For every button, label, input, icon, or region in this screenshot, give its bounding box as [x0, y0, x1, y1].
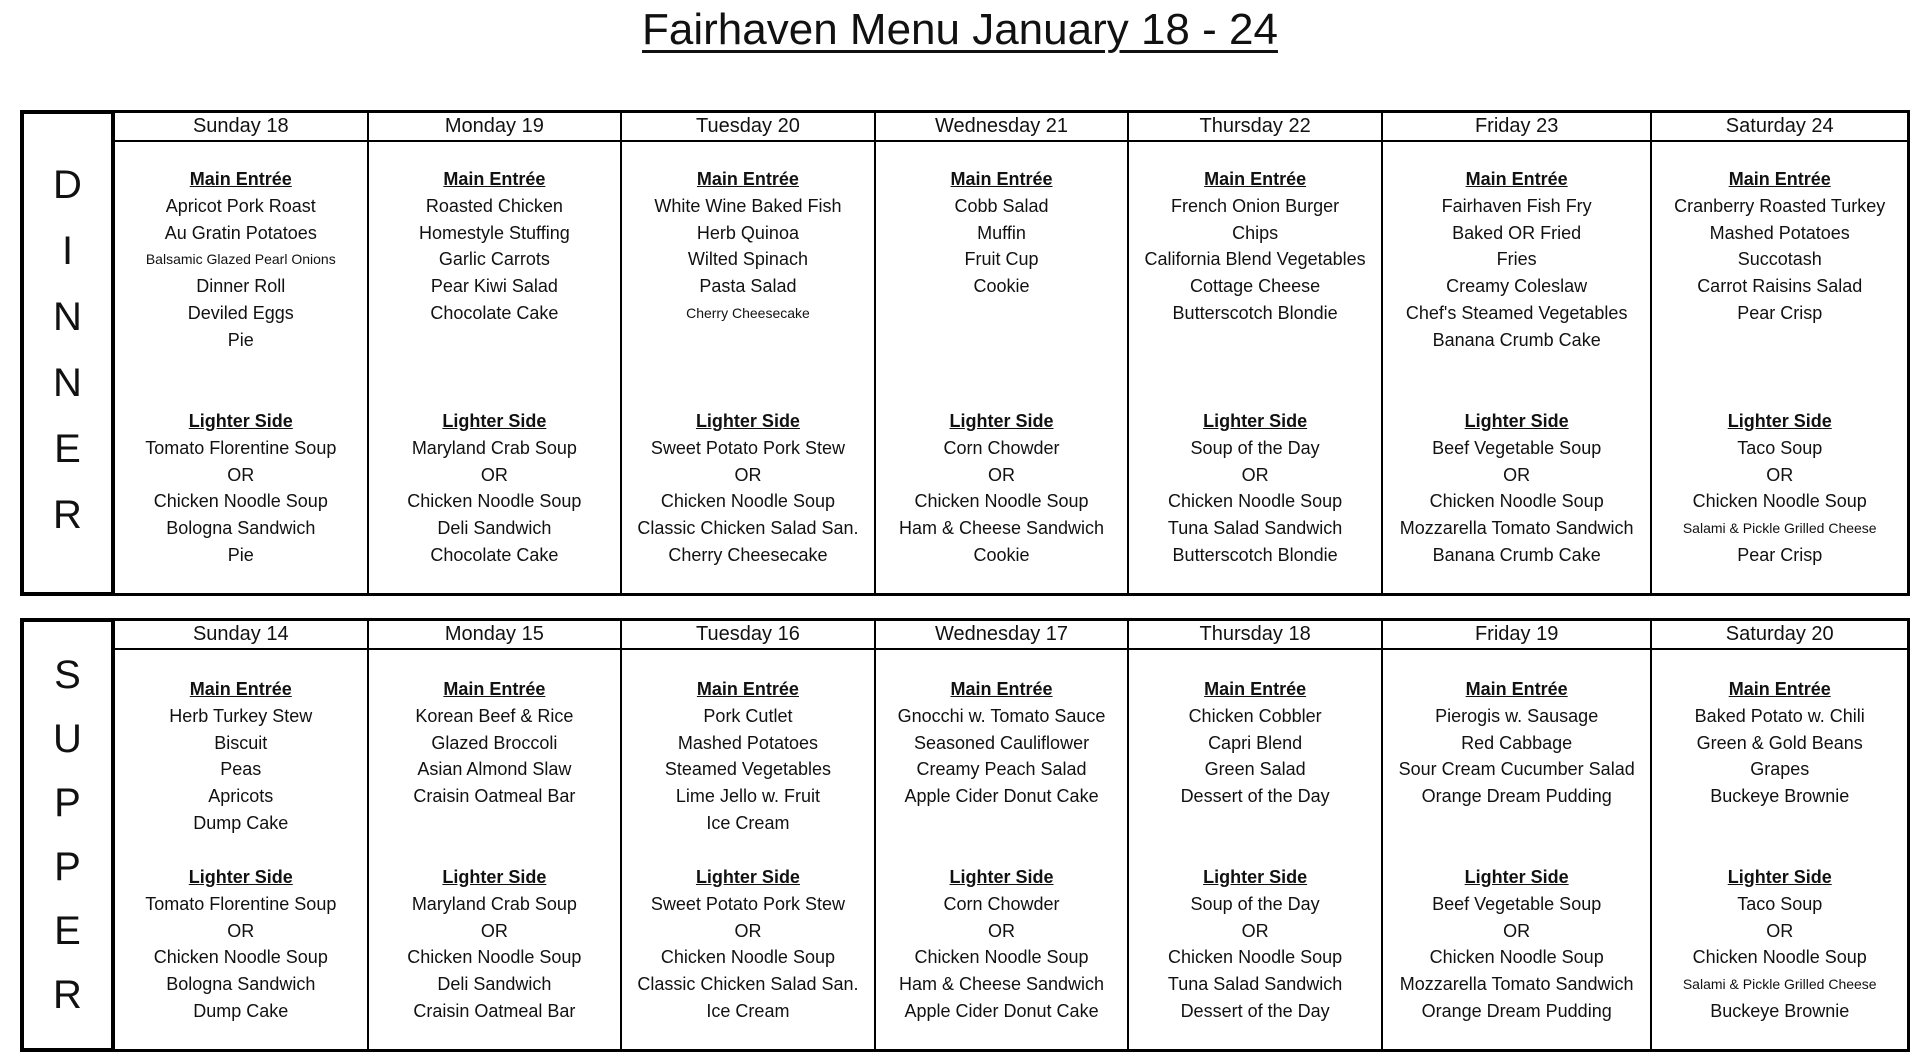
main-entree	[1652, 676, 1907, 810]
dinner-section	[20, 110, 1910, 596]
menu-item: Mashed Potatoes	[1709, 222, 1850, 243]
label-letter: P	[54, 845, 81, 889]
menu-item: OR	[734, 920, 762, 941]
day-header: Wednesday 21	[876, 113, 1130, 140]
menu-item: Ham & Cheese Sandwich	[898, 518, 1105, 539]
menu-item: Balsamic Glazed Pearl Onions	[145, 251, 336, 268]
lighter-side-heading: Lighter Side	[695, 867, 800, 887]
menu-item: Deli Sandwich	[437, 518, 552, 539]
menu-item: Chicken Noodle Soup	[153, 491, 328, 512]
day-column	[1383, 650, 1653, 1049]
main-entree-heading: Main Entrée	[696, 679, 799, 699]
main-entree-heading: Main Entrée	[696, 169, 799, 189]
menu-item: Gnocchi w. Tomato Sauce	[897, 705, 1106, 726]
label-letter: R	[53, 973, 82, 1017]
menu-item: Chef's Steamed Vegetables	[1405, 302, 1628, 323]
menu-item: Pear Crisp	[1737, 544, 1823, 565]
day-column	[369, 142, 623, 593]
day-header-row	[115, 621, 1907, 650]
day-header: Tuesday 16	[622, 621, 876, 648]
menu-item: Buckeye Brownie	[1710, 786, 1850, 807]
day-header: Tuesday 20	[622, 113, 876, 140]
menu-item: Classic Chicken Salad San.	[637, 518, 859, 539]
menu-item: Butterscotch Blondie	[1172, 302, 1338, 323]
day-header: Saturday 20	[1725, 623, 1834, 645]
menu-item: Glazed Broccoli	[431, 732, 558, 753]
day-column	[622, 650, 876, 1049]
main-entree	[1383, 676, 1651, 810]
menu-item: Grapes	[1750, 759, 1810, 780]
menu-item: Craisin Oatmeal Bar	[413, 786, 576, 807]
day-header: Saturday 24	[1725, 115, 1834, 137]
lighter-side	[622, 408, 874, 569]
menu-item: Tomato Florentine Soup	[145, 893, 337, 914]
menu-item: Cottage Cheese	[1190, 276, 1321, 297]
menu-item: Banana Crumb Cake	[1432, 544, 1601, 565]
lighter-side-heading: Lighter Side	[188, 411, 293, 431]
menu-item: Sweet Potato Pork Stew	[650, 893, 845, 914]
lighter-side-heading: Lighter Side	[442, 867, 547, 887]
menu-item: Soup of the Day	[1190, 893, 1320, 914]
supper-grid	[115, 618, 1910, 1052]
menu-item: Banana Crumb Cake	[1432, 329, 1601, 350]
label-letter: N	[53, 361, 82, 405]
menu-item: OR	[734, 464, 762, 485]
label-letter: R	[53, 493, 82, 537]
lighter-side-heading: Lighter Side	[1727, 867, 1832, 887]
day-column	[876, 650, 1130, 1049]
main-entree	[622, 676, 874, 837]
label-letter: I	[61, 229, 74, 273]
day-columns	[115, 142, 1907, 593]
menu-item: Ice Cream	[706, 812, 790, 833]
main-entree-heading: Main Entrée	[189, 679, 292, 699]
menu-item: Chicken Noodle Soup	[407, 491, 582, 512]
menu-item: Red Cabbage	[1461, 732, 1573, 753]
menu-item: Chicken Noodle Soup	[1429, 491, 1604, 512]
menu-item: Chicken Noodle Soup	[914, 491, 1089, 512]
lighter-side-heading: Lighter Side	[949, 411, 1054, 431]
menu-item: Apricots	[208, 786, 274, 807]
label-letter: D	[53, 163, 82, 207]
menu-item: Garlic Carrots	[438, 249, 550, 270]
menu-item: Buckeye Brownie	[1710, 1000, 1850, 1021]
main-entree	[876, 676, 1128, 810]
dinner-grid	[115, 110, 1910, 596]
menu-item: Ham & Cheese Sandwich	[898, 974, 1105, 995]
main-entree-heading: Main Entrée	[1465, 679, 1568, 699]
menu-item: Cobb Salad	[954, 195, 1049, 216]
lighter-side	[876, 408, 1128, 569]
menu-item: Ice Cream	[706, 1000, 790, 1021]
menu-item: Apple Cider Donut Cake	[904, 1000, 1099, 1021]
menu-item: Chocolate Cake	[430, 544, 559, 565]
menu-item: Baked Potato w. Chili	[1694, 705, 1865, 726]
menu-item: Green Salad	[1204, 759, 1306, 780]
menu-item: Chicken Noodle Soup	[1692, 491, 1867, 512]
menu-item: Beef Vegetable Soup	[1432, 437, 1602, 458]
menu-item: Tomato Florentine Soup	[145, 437, 337, 458]
day-header: Thursday 18	[1129, 621, 1383, 648]
menu-item: Soup of the Day	[1190, 437, 1320, 458]
menu-item: Roasted Chicken	[425, 195, 563, 216]
menu-item: Herb Turkey Stew	[169, 705, 313, 726]
lighter-side-heading: Lighter Side	[188, 867, 293, 887]
menu-item: Pierogis w. Sausage	[1435, 705, 1599, 726]
menu-item: Corn Chowder	[943, 893, 1060, 914]
menu-item: OR	[1766, 920, 1794, 941]
menu-item: Cookie	[973, 276, 1030, 297]
label-letter: E	[54, 909, 81, 953]
menu-item: Apricot Pork Roast	[165, 195, 316, 216]
main-entree-heading: Main Entrée	[443, 679, 546, 699]
menu-item: Salami & Pickle Grilled Cheese	[1682, 976, 1877, 993]
menu-item: Cherry Cheesecake	[668, 544, 828, 565]
lighter-side	[115, 864, 367, 1025]
main-entree	[876, 166, 1128, 300]
dinner-label	[20, 110, 115, 596]
menu-item: Asian Almond Slaw	[417, 759, 572, 780]
day-header: Monday 15	[369, 621, 623, 648]
menu-item: Cranberry Roasted Turkey	[1674, 195, 1886, 216]
menu-item: Pear Kiwi Salad	[430, 276, 558, 297]
main-entree-heading: Main Entrée	[1728, 169, 1831, 189]
day-header: Sunday 18	[115, 113, 369, 140]
menu-item: Chicken Noodle Soup	[660, 947, 835, 968]
day-header: Friday 19	[1383, 621, 1653, 648]
day-column	[1129, 650, 1383, 1049]
day-header-row	[115, 113, 1907, 142]
main-entree	[115, 676, 367, 837]
lighter-side	[1129, 864, 1381, 1025]
menu-item: OR	[480, 920, 508, 941]
menu-item: Muffin	[977, 222, 1026, 243]
menu-item: Bologna Sandwich	[166, 974, 316, 995]
main-entree	[369, 166, 621, 327]
menu-item: Wilted Spinach	[687, 249, 808, 270]
menu-item: Maryland Crab Soup	[411, 437, 577, 458]
menu-item: Pasta Salad	[699, 276, 797, 297]
lighter-side-heading: Lighter Side	[1203, 411, 1308, 431]
main-entree	[369, 676, 621, 810]
day-column	[622, 142, 876, 593]
menu-item: Dump Cake	[193, 1000, 289, 1021]
lighter-side-heading: Lighter Side	[1203, 867, 1308, 887]
day-column	[115, 650, 369, 1049]
lighter-side	[115, 408, 367, 569]
menu-item: Pork Cutlet	[703, 705, 793, 726]
day-column	[1652, 142, 1907, 593]
menu-item: Apple Cider Donut Cake	[904, 786, 1099, 807]
menu-item: Au Gratin Potatoes	[164, 222, 317, 243]
menu-item: Cookie	[973, 544, 1030, 565]
menu-item: Orange Dream Pudding	[1421, 786, 1612, 807]
label-letter: P	[54, 781, 81, 825]
menu-item: Pear Crisp	[1737, 302, 1823, 323]
main-entree	[115, 166, 367, 354]
lighter-side	[876, 864, 1128, 1025]
lighter-side	[1383, 864, 1651, 1025]
menu-item: Lime Jello w. Fruit	[675, 786, 820, 807]
menu-item: Pie	[227, 544, 254, 565]
menu-item: Carrot Raisins Salad	[1697, 276, 1863, 297]
day-columns	[115, 650, 1907, 1049]
lighter-side	[1383, 408, 1651, 569]
menu-item: Deli Sandwich	[437, 974, 552, 995]
supper-section	[20, 618, 1910, 1052]
menu-item: OR	[1241, 920, 1269, 941]
lighter-side	[369, 864, 621, 1025]
main-entree	[1652, 166, 1907, 327]
menu-item: Tuna Salad Sandwich	[1167, 974, 1343, 995]
menu-item: Fruit Cup	[964, 249, 1039, 270]
menu-item: Chicken Noodle Soup	[1168, 491, 1343, 512]
menu-item: Mozzarella Tomato Sandwich	[1399, 974, 1634, 995]
menu-item: Chicken Noodle Soup	[660, 491, 835, 512]
day-header: Wednesday 17	[876, 621, 1130, 648]
menu-item: Succotash	[1737, 249, 1822, 270]
menu-item: Bologna Sandwich	[166, 518, 316, 539]
day-column	[115, 142, 369, 593]
menu-item: Steamed Vegetables	[664, 759, 831, 780]
menu-item: Maryland Crab Soup	[411, 893, 577, 914]
lighter-side-heading: Lighter Side	[1464, 867, 1569, 887]
menu-item: Cherry Cheesecake	[686, 304, 810, 321]
lighter-side-heading: Lighter Side	[1464, 411, 1569, 431]
main-entree-heading: Main Entrée	[189, 169, 292, 189]
main-entree	[1383, 166, 1651, 354]
menu-item: Craisin Oatmeal Bar	[413, 1000, 576, 1021]
menu-item: Sweet Potato Pork Stew	[650, 437, 845, 458]
lighter-side	[1652, 408, 1907, 569]
menu-item: Peas	[220, 759, 262, 780]
menu-item: Creamy Peach Salad	[916, 759, 1087, 780]
label-letter: U	[53, 717, 82, 761]
main-entree	[1129, 676, 1381, 810]
supper-label	[20, 618, 115, 1052]
menu-item: Seasoned Cauliflower	[913, 732, 1090, 753]
day-column	[1129, 142, 1383, 593]
menu-item: Chicken Noodle Soup	[914, 947, 1089, 968]
menu-item: French Onion Burger	[1171, 195, 1340, 216]
menu-item: Mozzarella Tomato Sandwich	[1399, 518, 1634, 539]
menu-item: Corn Chowder	[943, 437, 1060, 458]
menu-item: Chicken Cobbler	[1188, 705, 1322, 726]
menu-item: Chicken Noodle Soup	[153, 947, 328, 968]
menu-item: Taco Soup	[1737, 893, 1823, 914]
label-letter: E	[54, 427, 81, 471]
main-entree	[622, 166, 874, 327]
day-header: Monday 19	[369, 113, 623, 140]
menu-item: Dessert of the Day	[1180, 1000, 1330, 1021]
lighter-side-heading: Lighter Side	[695, 411, 800, 431]
menu-item: Tuna Salad Sandwich	[1167, 518, 1343, 539]
menu-item: Chocolate Cake	[430, 302, 559, 323]
menu-item: Mashed Potatoes	[677, 732, 818, 753]
day-header: Friday 23	[1383, 113, 1653, 140]
menu-item: Creamy Coleslaw	[1446, 276, 1588, 297]
day-column	[1652, 650, 1907, 1049]
menu-item: Chicken Noodle Soup	[1429, 947, 1604, 968]
menu-item: Herb Quinoa	[696, 222, 799, 243]
day-column	[876, 142, 1130, 593]
menu-item: OR	[988, 464, 1016, 485]
menu-item: White Wine Baked Fish	[654, 195, 842, 216]
lighter-side	[1652, 864, 1907, 1025]
lighter-side	[369, 408, 621, 569]
main-entree-heading: Main Entrée	[443, 169, 546, 189]
menu-item: Baked OR Fried	[1452, 222, 1582, 243]
lighter-side	[1129, 408, 1381, 569]
menu-item: Dessert of the Day	[1180, 786, 1330, 807]
label-letter: S	[54, 653, 81, 697]
menu-item: OR	[227, 464, 255, 485]
main-entree-heading: Main Entrée	[1204, 169, 1307, 189]
main-entree-heading: Main Entrée	[1465, 169, 1568, 189]
menu-item: Korean Beef & Rice	[415, 705, 574, 726]
menu-item: OR	[480, 464, 508, 485]
main-entree-heading: Main Entrée	[1204, 679, 1307, 699]
page-title: Fairhaven Menu January 18 - 24	[642, 5, 1278, 54]
day-header: Thursday 22	[1129, 113, 1383, 140]
day-column	[1383, 142, 1653, 593]
menu-item: OR	[1766, 464, 1794, 485]
menu-item: Salami & Pickle Grilled Cheese	[1682, 520, 1877, 537]
menu-item: Orange Dream Pudding	[1421, 1000, 1612, 1021]
menu-item: Pie	[227, 329, 254, 350]
menu-item: Classic Chicken Salad San.	[637, 974, 859, 995]
menu-item: Chicken Noodle Soup	[407, 947, 582, 968]
menu-item: California Blend Vegetables	[1144, 249, 1366, 270]
menu-item: Green & Gold Beans	[1696, 732, 1863, 753]
main-entree-heading: Main Entrée	[950, 679, 1053, 699]
menu-item: Sour Cream Cucumber Salad	[1398, 759, 1635, 780]
menu-item: Chips	[1232, 222, 1279, 243]
main-entree	[1129, 166, 1381, 327]
menu-item: Dump Cake	[193, 812, 289, 833]
label-letter: N	[53, 295, 82, 339]
menu-item: Fries	[1496, 249, 1537, 270]
menu-item: Biscuit	[214, 732, 268, 753]
menu-item: Chicken Noodle Soup	[1168, 947, 1343, 968]
menu-item: OR	[1241, 464, 1269, 485]
menu-item: OR	[1503, 920, 1531, 941]
main-entree-heading: Main Entrée	[1728, 679, 1831, 699]
menu-item: Chicken Noodle Soup	[1692, 947, 1867, 968]
lighter-side-heading: Lighter Side	[442, 411, 547, 431]
lighter-side-heading: Lighter Side	[949, 867, 1054, 887]
menu-item: Fairhaven Fish Fry	[1441, 195, 1592, 216]
day-header: Sunday 14	[115, 621, 369, 648]
menu-item: Deviled Eggs	[187, 302, 294, 323]
menu-item: Dinner Roll	[196, 276, 286, 297]
day-column	[369, 650, 623, 1049]
lighter-side	[622, 864, 874, 1025]
menu-item: Homestyle Stuffing	[418, 222, 570, 243]
main-entree-heading: Main Entrée	[950, 169, 1053, 189]
menu-item: Butterscotch Blondie	[1172, 544, 1338, 565]
menu-item: Capri Blend	[1208, 732, 1303, 753]
menu-item: OR	[1503, 464, 1531, 485]
menu-item: OR	[988, 920, 1016, 941]
menu-item: Taco Soup	[1737, 437, 1823, 458]
menu-item: Beef Vegetable Soup	[1432, 893, 1602, 914]
lighter-side-heading: Lighter Side	[1727, 411, 1832, 431]
menu-item: OR	[227, 920, 255, 941]
